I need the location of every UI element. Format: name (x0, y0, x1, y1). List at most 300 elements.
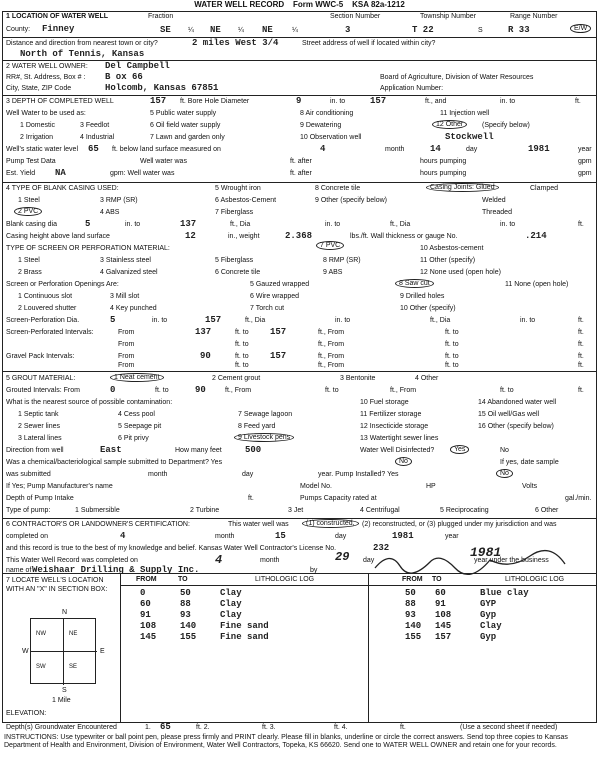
open-louvered[interactable]: 2 Louvered shutter (18, 305, 77, 312)
log-divider-mid (368, 573, 369, 722)
quarter-3: ¼ (292, 27, 298, 34)
month-label: month (385, 146, 405, 153)
use-industrial[interactable]: 4 Industrial (80, 134, 115, 141)
use-lawn[interactable]: 7 Lawn and garden only (150, 134, 225, 141)
static-day: 14 (430, 144, 441, 154)
divider (2, 11, 597, 12)
gauge-value: .214 (525, 231, 547, 241)
log-header-line (120, 585, 597, 586)
log-right-from-3: 140 (405, 621, 422, 631)
depth-1-label: 1. (145, 724, 151, 731)
disinfected-label: Water Well Disinfected? (360, 447, 435, 454)
form-title: WATER WELL RECORD (194, 0, 285, 9)
log-right-from-1: 88 (405, 599, 416, 609)
fraction-3: NE (262, 25, 273, 35)
ft-from-label: ft., From (318, 329, 345, 336)
section-number: 3 (345, 25, 351, 35)
cert-constructed-circled[interactable]: (1) constructed, (302, 519, 359, 528)
east-label: E (100, 648, 105, 655)
township-s: S (478, 27, 483, 34)
ft-from-label-4: ft., From (318, 362, 345, 369)
depth-4-label: ft. 4. (334, 724, 348, 731)
log-left-from-0: 0 (140, 588, 146, 598)
gravel-to: 157 (270, 351, 287, 361)
casing-abs[interactable]: 4 ABS (100, 209, 120, 216)
perf-in-to-2: in. to (335, 317, 351, 324)
bore-diameter: 9 (296, 96, 302, 106)
casing-height-value: 12 (185, 231, 196, 241)
disinfected-yes-circled[interactable]: Yes (450, 445, 469, 454)
casing-steel[interactable]: 1 Steel (18, 197, 40, 204)
screen-galvanized[interactable]: 4 Galvanized steel (100, 269, 158, 276)
open-key[interactable]: 4 Key punched (110, 305, 157, 312)
depth-value: 157 (150, 96, 167, 106)
use-specify: (Specify below) (482, 122, 530, 129)
casing-ft-dia-2: ft., Dia (390, 221, 411, 228)
yield-value: NA (55, 168, 66, 178)
owner-city: Holcomb, Kansas 67851 (105, 83, 219, 93)
section-6-label: 6 CONTRACTOR'S OR LANDOWNER'S CERTIFICATION: (6, 521, 190, 528)
log-from-header-2: FROM (402, 576, 423, 583)
month-label-4: month (260, 557, 280, 564)
src-other[interactable]: 16 Other (specify below) (478, 423, 554, 430)
ft-to-label-3: ft. to (235, 341, 249, 348)
grout-neat-cement-circled[interactable]: 1 Neat cement (110, 373, 164, 382)
perf-ft-end: ft. (578, 317, 584, 324)
perf-to-value: 157 (205, 315, 222, 325)
ft-end-label: ft. (578, 329, 584, 336)
depth-2-label: ft. 2. (196, 724, 210, 731)
feet-label: How many feet (175, 447, 222, 454)
ft-intake: ft. (248, 495, 254, 502)
log-left-from-3: 108 (140, 621, 157, 631)
grout-bentonite[interactable]: 3 Bentonite (340, 375, 376, 382)
static-month: 4 (320, 144, 326, 154)
divider (2, 722, 597, 723)
welded-label[interactable]: Welded (482, 197, 506, 204)
gpm-label: gpm (578, 158, 592, 165)
business-name: Weishaar Drilling & Supply Inc. (32, 565, 200, 575)
pump-centrifugal[interactable]: 4 Centrifugal (360, 507, 400, 514)
ft-to-label-4: ft. to (445, 341, 459, 348)
section-number-label: Section Number (330, 13, 381, 20)
bore-to: 157 (370, 96, 387, 106)
log-left-from-1: 60 (140, 599, 151, 609)
log-left-lith-4: Fine sand (220, 632, 269, 642)
gpm-ww-label: gpm: Well water was (110, 170, 175, 177)
screen-steel[interactable]: 1 Steel (18, 257, 40, 264)
log-right-lith-3: Clay (480, 621, 502, 631)
from-label: From (118, 329, 135, 336)
src-feed[interactable]: 8 Feed yard (238, 423, 276, 430)
divider (2, 182, 597, 183)
ne-quad: NE (69, 631, 78, 637)
ft-end-label-3: ft. (578, 353, 584, 360)
log-right-from-4: 155 (405, 632, 422, 642)
static-label: Well's static water level (6, 146, 79, 153)
log-right-to-1: 91 (435, 599, 446, 609)
perf-intervals-label: Screen-Perforated Intervals: (6, 329, 94, 336)
perf-dia-label: Screen-Perforation Dia. (6, 317, 80, 324)
ft-and-label: ft., and (425, 98, 447, 105)
distance-label: Distance and direction from nearest town or city? (6, 40, 158, 47)
galmin-label: gal./min. (565, 495, 592, 502)
open-gauzed[interactable]: 5 Gauzed wrapped (250, 281, 310, 288)
src-privy[interactable]: 6 Pit privy (118, 435, 149, 442)
cert-text: This water well was (228, 521, 289, 528)
log-divider (120, 573, 121, 722)
manufacturer-label: If Yes; Pump Manufacturer's name (6, 483, 113, 490)
submitted-label: was submitted (6, 471, 51, 478)
divider (2, 371, 597, 372)
owner-name: Del Campbell (105, 61, 170, 71)
static-value: 65 (88, 144, 99, 154)
grout-to: 90 (195, 385, 206, 395)
ft-after-label-2: ft. after (290, 170, 312, 177)
section-4-label: 4 TYPE OF BLANK CASING USED: (6, 185, 119, 192)
fraction-1: SE (160, 25, 171, 35)
log-right-lith-0: Blue clay (480, 588, 529, 598)
hours-pumping-label: hours pumping (420, 158, 467, 165)
grout-to-label: ft. to (155, 387, 169, 394)
src-lateral[interactable]: 3 Lateral lines (18, 435, 62, 442)
ft-from-label-2: ft., From (318, 341, 345, 348)
casing-height-label: Casing height above land surface (6, 233, 110, 240)
range-label: Range Number (510, 13, 558, 20)
open-continuous[interactable]: 1 Continuous slot (18, 293, 73, 300)
use-label: Well Water to be used as: (6, 110, 86, 117)
casing-ft-dia: ft., Dia (230, 221, 251, 228)
pump-reciprocating[interactable]: 5 Reciprocating (440, 507, 489, 514)
perf-dia-value: 5 (110, 315, 116, 325)
license-number: 232 (373, 543, 390, 553)
src-fertilizer[interactable]: 11 Fertilizer storage (360, 411, 422, 418)
log-left-to-2: 93 (180, 610, 191, 620)
use-irrigation[interactable]: 2 Irrigation (20, 134, 54, 141)
src-insecticide[interactable]: 12 Insecticide storage (360, 423, 429, 430)
casing-asbestos[interactable]: 6 Asbestos-Cement (215, 197, 277, 204)
gpm-label-2: gpm (578, 170, 592, 177)
elevation-label: ELEVATION: (6, 710, 47, 717)
depths-label: Depth(s) Groundwater Encountered (6, 724, 117, 731)
open-mill[interactable]: 3 Mill slot (110, 293, 140, 300)
depth-3-label: ft. 3. (262, 724, 276, 731)
fraction-2: NE (210, 25, 221, 35)
form-number: Form WWC-5 (293, 0, 344, 9)
use-other-circled[interactable]: 12 Other (432, 120, 467, 129)
open-wire[interactable]: 6 Wire wrapped (250, 293, 300, 300)
src-lagoon[interactable]: 7 Sewage lagoon (238, 411, 293, 418)
feet-value: 500 (245, 445, 262, 455)
gravel-label: Gravel Pack Intervals: (6, 353, 75, 360)
log-lith-header: LITHOLOGIC LOG (255, 576, 315, 583)
casing-joints-circled[interactable]: Casing Joints: Glued (426, 183, 499, 192)
disinfected-no[interactable]: No (500, 447, 509, 454)
board-label: Board of Agriculture, Division of Water Resources (380, 74, 534, 81)
casing-concrete[interactable]: 8 Concrete tile (315, 185, 361, 192)
street-address-label: Street address of well if located within city? (302, 40, 436, 47)
section-1-label: 1 LOCATION OF WATER WELL (6, 13, 109, 20)
distance-value: 2 miles West 3/4 (192, 38, 279, 48)
static-year: 1981 (528, 144, 550, 154)
hours-pumping-label-2: hours pumping (420, 170, 467, 177)
volts-label: Volts (522, 483, 538, 490)
frame-right (596, 11, 597, 722)
log-from-header: FROM (136, 576, 157, 583)
casing-to-value: 137 (180, 219, 197, 229)
use-feedlot[interactable]: 3 Feedlot (80, 122, 110, 129)
pump-jet[interactable]: 3 Jet (288, 507, 304, 514)
ft-to-label-7: ft. to (235, 362, 249, 369)
wall-label: lbs./ft. Wall thickness or gauge No. (350, 233, 458, 240)
threaded-label[interactable]: Threaded (482, 209, 512, 216)
grout-from: 0 (110, 385, 116, 395)
section-box (30, 618, 96, 684)
section-5-label: 5 GROUT MATERIAL: (6, 375, 76, 382)
screen-label: TYPE OF SCREEN OR PERFORATION MATERIAL: (6, 245, 170, 252)
src-abandoned[interactable]: 14 Abandoned water well (478, 399, 557, 406)
casing-dia-value: 5 (85, 219, 91, 229)
ft-label: ft. (575, 98, 581, 105)
depth-1-value: 65 (160, 722, 171, 732)
range-ew: E/W (570, 24, 591, 33)
src-livestock-circled[interactable]: 9 Livestock pens (234, 433, 294, 442)
screen-none[interactable]: 12 None used (open hole) (420, 269, 501, 276)
pump-no-circled[interactable]: No (496, 469, 513, 478)
casing-pvc-circled[interactable]: 2 PVC (14, 207, 42, 216)
use-other-value: Stockwell (445, 132, 494, 142)
use-observation[interactable]: 10 Observation well (300, 134, 362, 141)
well-water-label: Well water was (140, 158, 187, 165)
log-right-lith-2: Gyp (480, 610, 497, 620)
screen-pvc-circled[interactable]: 7 PVC (316, 241, 344, 250)
capacity-label: Pumps Capacity rated at (300, 495, 377, 502)
record-completed-label: This Water Well Record was completed on (6, 557, 138, 564)
grout-other[interactable]: 4 Other (415, 375, 439, 382)
grout-int-label: Grouted Intervals: From (6, 387, 80, 394)
src-seepage[interactable]: 5 Seepage pit (118, 423, 162, 430)
hp-label: HP (426, 483, 436, 490)
casing-wrought[interactable]: 5 Wrought iron (215, 185, 261, 192)
ft-to-label-8: ft. to (445, 362, 459, 369)
src-sewer[interactable]: 2 Sewer lines (18, 423, 61, 430)
log-right-from-0: 50 (405, 588, 416, 598)
in-to-label: in. to (330, 98, 346, 105)
grout-ft-end: ft. (578, 387, 584, 394)
screen-fiberglass[interactable]: 5 Fiberglass (215, 257, 254, 264)
log-to-header-2: TO (432, 576, 442, 583)
use-air[interactable]: 8 Air conditioning (300, 110, 354, 117)
grout-rest: ft., From (225, 387, 252, 394)
ft-from-label-3: ft., From (318, 353, 345, 360)
pump-test-label: Pump Test Data (6, 158, 56, 165)
ft-to-label-6: ft. to (445, 353, 459, 360)
screen-abs[interactable]: 9 ABS (323, 269, 343, 276)
screen-rmp[interactable]: 8 RMP (SR) (323, 257, 361, 264)
ft-to-label-5: ft. to (235, 353, 249, 360)
screen-stainless[interactable]: 3 Stainless steel (100, 257, 151, 264)
src-fuel[interactable]: 10 Fuel storage (360, 399, 409, 406)
north-label: N (62, 609, 68, 616)
perf-ft-dia: ft., Dia (245, 317, 266, 324)
divider (2, 60, 597, 61)
pump-turbine[interactable]: 2 Turbine (190, 507, 220, 514)
pump-submersible[interactable]: 1 Submersible (75, 507, 120, 514)
ft-final: ft. (400, 724, 406, 731)
perf-ft-dia-2: ft., Dia (430, 317, 451, 324)
log-right-to-4: 157 (435, 632, 452, 642)
record-day: 29 (335, 550, 350, 564)
log-left-lith-2: Clay (220, 610, 242, 620)
from-label-2: From (118, 341, 135, 348)
section-7-label: 7 LOCATE WELL'S LOCATION WITH AN "X" IN SECTION BOX: (6, 577, 108, 593)
true-statement: and this record is true to the best of my knowledge and belief. Kansas Water Well Contractor's License No. (6, 545, 337, 552)
ft-to-label-2: ft. to (445, 329, 459, 336)
casing-in-to: in. to (125, 221, 141, 228)
mile-label: 1 Mile (52, 697, 71, 704)
log-left-to-0: 50 (180, 588, 191, 598)
completed-day: 15 (275, 531, 286, 541)
screen-asbestos[interactable]: 10 Asbestos-cement (420, 245, 484, 252)
use-public[interactable]: 5 Public water supply (150, 110, 217, 117)
log-right-from-2: 93 (405, 610, 416, 620)
casing-ft-end: ft. (578, 221, 584, 228)
ft-end-label-4: ft. (578, 362, 584, 369)
record-year: 1981 (470, 545, 502, 560)
chemical-label: Was a chemical/bacteriological sample submitted to Department? Yes (6, 459, 223, 466)
from-label-4: From (118, 362, 135, 369)
src-cess[interactable]: 4 Cess pool (118, 411, 155, 418)
fraction-label: Fraction (148, 13, 174, 20)
day-label-4: day (363, 557, 375, 564)
pump-other[interactable]: 6 Other (535, 507, 559, 514)
casing-fiberglass[interactable]: 7 Fiberglass (215, 209, 254, 216)
screen-brass[interactable]: 2 Brass (18, 269, 42, 276)
use-domestic[interactable]: 1 Domestic (20, 122, 56, 129)
county-label: County: (6, 26, 31, 33)
business-label: year under the business (474, 557, 549, 564)
casing-rmp[interactable]: 3 RMP (SR) (100, 197, 138, 204)
screen-other[interactable]: 11 Other (specify) (420, 257, 476, 264)
ksa-number: KSA 82a-1212 (352, 0, 405, 9)
signature (370, 548, 570, 576)
log-to-header: TO (178, 576, 188, 583)
log-left-lith-1: Clay (220, 599, 242, 609)
intake-label: Depth of Pump Intake (6, 495, 74, 502)
bore-label: ft. Bore Hole Diameter (180, 98, 250, 105)
se-quad: SE (69, 664, 78, 670)
grout-to-label-3: ft. to (500, 387, 514, 394)
nw-quad: NW (36, 631, 46, 637)
gravel-from: 90 (200, 351, 211, 361)
chemical-no-circled[interactable]: No (395, 457, 412, 466)
src-watertight[interactable]: 13 Watertight sewer lines (360, 435, 439, 442)
yield-label: Est. Yield (6, 170, 36, 177)
application-label: Application Number: (380, 85, 444, 92)
township-label: Township Number (420, 13, 477, 20)
open-drilled[interactable]: 9 Drilled holes (400, 293, 445, 300)
open-saw-cut-circled[interactable]: 8 Saw cut (395, 279, 434, 288)
day-label-2: day (242, 471, 254, 478)
direction-label: Direction from well (6, 447, 64, 454)
name-of-label: name of (6, 567, 32, 574)
section-2-label: 2 WATER WELL OWNER: (6, 63, 88, 70)
ft-after-label: ft. after (290, 158, 312, 165)
open-none[interactable]: 11 None (open hole) (505, 281, 569, 288)
log-left-from-4: 145 (140, 632, 157, 642)
src-septic[interactable]: 1 Septic tank (18, 411, 59, 418)
weight-label: in., weight (228, 233, 260, 240)
form-header (0, 0, 599, 9)
in-to-label-2: in. to (500, 98, 516, 105)
log-right-lith-1: GYP (480, 599, 497, 609)
quarter-1: ¼ (188, 27, 194, 34)
log-left-from-2: 91 (140, 610, 151, 620)
open-other[interactable]: 10 Other (specify) (400, 305, 456, 312)
log-right-lith-4: Gyp (480, 632, 497, 642)
src-oil-gas[interactable]: 15 Oil well/Gas well (478, 411, 540, 418)
log-left-to-3: 140 (180, 621, 197, 631)
casing-other[interactable]: 9 Other (specify below) (315, 197, 387, 204)
grout-cement[interactable]: 2 Cement grout (212, 375, 261, 382)
use-oilfield[interactable]: 6 Oil field water supply (150, 122, 221, 129)
casing-dia-label: Blank casing dia (6, 221, 57, 228)
log-right-to-2: 108 (435, 610, 452, 620)
township-number: T 22 (412, 25, 434, 35)
distance-value-2: North of Tennis, Kansas (20, 49, 145, 59)
clamped-label[interactable]: Clamped (530, 185, 559, 192)
day-label: day (466, 146, 478, 153)
from-label-3: From (118, 353, 135, 360)
perf-in-to: in. to (152, 317, 168, 324)
log-right-to-3: 145 (435, 621, 452, 631)
quarter-2: ¼ (238, 27, 244, 34)
section-3-label: 3 DEPTH OF COMPLETED WELL (6, 98, 114, 105)
contamination-label: What is the nearest source of possible contamination: (6, 399, 173, 406)
grout-to-label-2: ft. to (325, 387, 339, 394)
direction-value: East (100, 445, 122, 455)
chemical-date-label: If yes, date sample (500, 459, 559, 466)
screen-concrete[interactable]: 6 Concrete tile (215, 269, 261, 276)
log-left-to-1: 88 (180, 599, 191, 609)
county-value: Finney (42, 24, 75, 34)
openings-label: Screen or Perforation Openings Are: (6, 281, 119, 288)
log-left-to-4: 155 (180, 632, 197, 642)
casing-in-to-3: in. to (500, 221, 516, 228)
perf-to-value-2: 157 (270, 327, 287, 337)
record-month: 4 (215, 553, 223, 567)
completed-year: 1981 (392, 531, 414, 541)
rr-label: RR#, St. Address, Box # : (6, 74, 86, 81)
log-left-lith-0: Clay (220, 588, 242, 598)
grout-from-3: ft., From (390, 387, 417, 394)
use-dewatering[interactable]: 9 Dewatering (300, 122, 342, 129)
use-injection[interactable]: 11 Injection well (440, 110, 490, 117)
ft-to-label: ft. to (235, 329, 249, 336)
city-label: City, State, ZIP Code (6, 85, 72, 92)
west-label: W (22, 648, 29, 655)
model-label: Model No. (300, 483, 332, 490)
year-label-3: year (445, 533, 459, 540)
cert-rest: (2) reconstructed, or (3) plugged under my jurisdiction and was (362, 521, 557, 528)
day-label-3: day (335, 533, 347, 540)
instructions: INSTRUCTIONS: Use typewriter or ball point pen, please press firmly and PRINT clearly. Please fill in blanks, underline or circle the correct answers. Send top three copies to Kansas Department of Health and Environment, Division of Environment, Water Well Contractors, Topeka, KS 66620. Send one to WATER WELL OWNER and retain one for your records. (4, 734, 568, 749)
month-label-2: month (148, 471, 168, 478)
completed-label: completed on (6, 533, 49, 540)
pump-installed-label: year. Pump Installed? Yes (318, 471, 399, 478)
frame-left (2, 11, 3, 722)
open-torch[interactable]: 7 Torch cut (250, 305, 285, 312)
